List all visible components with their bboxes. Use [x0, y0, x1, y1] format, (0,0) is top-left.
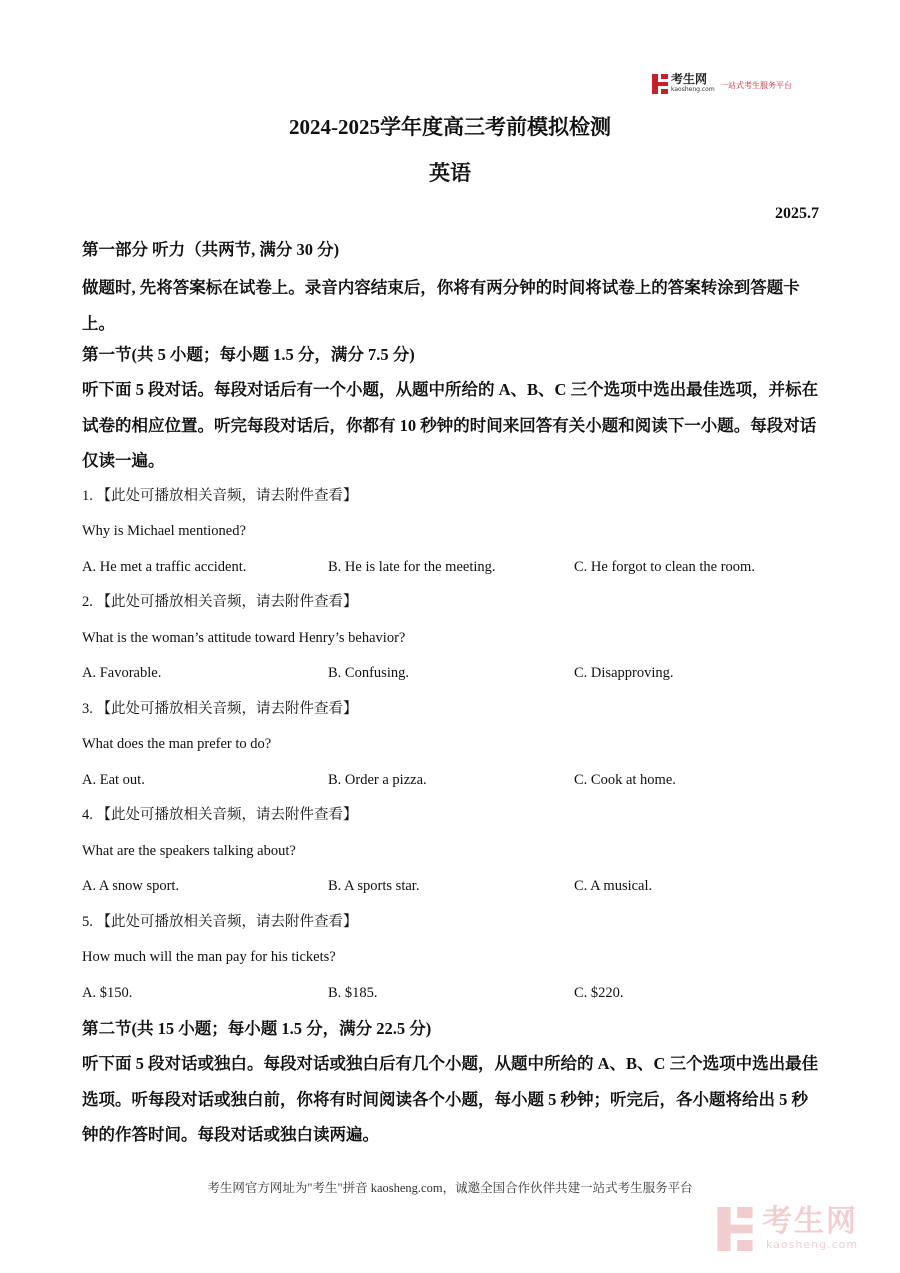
audio-placeholder[interactable]: 1. 【此处可播放相关音频，请去附件查看】: [82, 487, 358, 504]
option-a: A. A snow sport.: [82, 878, 180, 894]
option-b: B. Order a pizza.: [328, 771, 427, 788]
question-2: [82, 585, 822, 692]
answer-options: [82, 656, 822, 692]
option-b: B. $185.: [328, 984, 378, 1001]
exam-content: [82, 236, 822, 1153]
question-1: [82, 479, 822, 586]
section1-heading: 第一节(共 5 小题；每小题 1.5 分，满分 7.5 分): [82, 345, 415, 364]
part1-instructions: 做题时, 先将答案标在试卷上。录音内容结束后，你将有两分钟的时间将试卷上的答案转涂到答题卡上。: [82, 278, 800, 333]
section2-heading: 第二节(共 15 小题；每小题 1.5 分，满分 22.5 分): [82, 1019, 432, 1038]
page-footer: 考生网官方网址为"考生"拼音 kaosheng.com，诚邀全国合作伙伴共建一站式考生服务平台: [207, 1181, 693, 1195]
question-stem: What are the speakers talking about?: [82, 842, 296, 859]
question-stem: How much will the man pay for his tickets?: [82, 949, 336, 965]
audio-placeholder[interactable]: 2. 【此处可播放相关音频，请去附件查看】: [82, 594, 358, 610]
audio-placeholder[interactable]: 4. 【此处可播放相关音频，请去附件查看】: [82, 807, 358, 823]
part1-heading: 第一部分 听力（共两节, 满分 30 分): [82, 240, 340, 259]
kaosheng-logo-icon: [652, 74, 668, 94]
option-a: A. $150.: [82, 984, 133, 1001]
answer-options: [82, 976, 822, 1012]
section2-instructions: 听下面 5 段对话或独白。每段对话或独白后有几个小题，从题中所给的 A、B、C 三个选项中选出最佳选项。听每段对话或独白前，你将有时间阅读各个小题，每小题 5 秒钟；听完后，各小题将给出 5 秒钟的作答时间。每段对话或独白读两遍。: [82, 1054, 819, 1144]
option-a: A. He met a traffic accident.: [82, 558, 247, 575]
logo-domain: kaosheng.com: [671, 86, 715, 93]
option-b: B. He is late for the meeting.: [328, 558, 496, 575]
answer-options: [82, 763, 822, 799]
kaosheng-watermark-icon: [716, 1207, 754, 1251]
watermark-domain: kaosheng.com: [766, 1238, 859, 1251]
audio-placeholder[interactable]: 5. 【此处可播放相关音频，请去附件查看】: [82, 913, 358, 930]
site-logo: [652, 72, 822, 98]
option-c: C. He forgot to clean the room.: [574, 558, 755, 575]
exam-subject: 英语: [429, 161, 471, 185]
exam-date: 2025.7: [775, 205, 819, 222]
option-c: C. A musical.: [574, 878, 653, 894]
option-b: B. A sports star.: [328, 878, 420, 894]
section1-instructions: 听下面 5 段对话。每段对话后有一个小题，从题中所给的 A、B、C 三个选项中选出最佳选项，并标在试卷的相应位置。听完每段对话后，你都有 10 秒钟的时间来回答有关小题和阅读下一小题。每段对话仅读一遍。: [82, 380, 819, 470]
option-a: A. Eat out.: [82, 771, 145, 788]
option-a: A. Favorable.: [82, 665, 162, 681]
answer-options: [82, 550, 822, 586]
logo-brand: 考生网: [671, 72, 708, 86]
watermark-brand: 考生网: [762, 1204, 858, 1239]
logo-slogan: 一站式考生服务平台: [720, 81, 792, 90]
question-stem: Why is Michael mentioned?: [82, 523, 246, 539]
question-5: [82, 905, 822, 1012]
watermark: [716, 1205, 886, 1255]
answer-options: [82, 869, 822, 905]
option-c: C. Disapproving.: [574, 665, 674, 681]
option-c: C. $220.: [574, 984, 624, 1001]
question-stem: What does the man prefer to do?: [82, 736, 272, 752]
question-3: [82, 692, 822, 799]
question-4: [82, 798, 822, 905]
audio-placeholder[interactable]: 3. 【此处可播放相关音频，请去附件查看】: [82, 700, 358, 717]
option-c: C. Cook at home.: [574, 771, 676, 788]
question-stem: What is the woman’s attitude toward Henry’s behavior?: [82, 629, 406, 646]
exam-title: 2024-2025学年度高三考前模拟检测: [289, 115, 611, 139]
option-b: B. Confusing.: [328, 665, 409, 681]
